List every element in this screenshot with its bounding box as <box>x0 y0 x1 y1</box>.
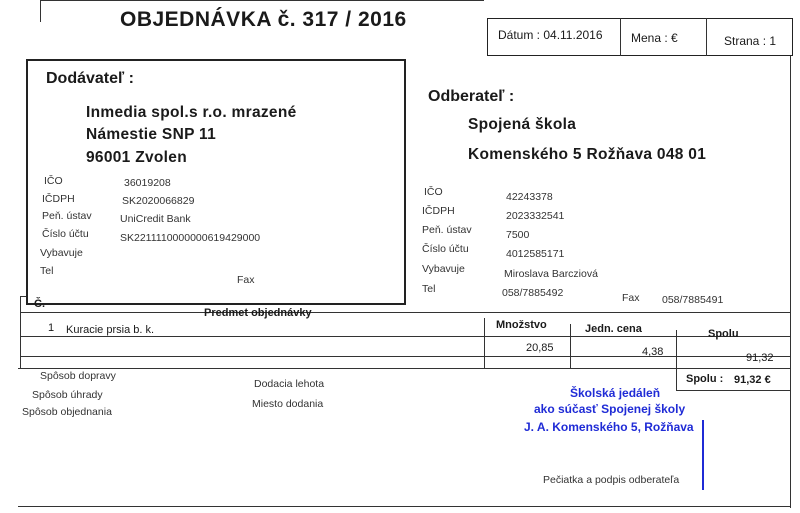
supplier-box <box>26 59 406 305</box>
order-page: Strana : 1 <box>724 34 777 48</box>
supplier-ico-label: IČO <box>44 175 63 187</box>
supplier-tel-label: Tel <box>40 265 54 277</box>
school-stamp-line1: Školská jedáleň <box>570 386 661 400</box>
signature-label: Pečiatka a podpis odberateľa <box>543 474 680 486</box>
customer-bank-value: 7500 <box>506 229 530 241</box>
col-item-header: Predmet objednávky <box>204 307 312 319</box>
supplier-handler-label: Vybavuje <box>40 247 83 259</box>
row-qty: 20,85 <box>526 342 554 354</box>
sum-value: 91,32 € <box>734 374 771 386</box>
supplier-name: Inmedia spol.s r.o. mrazené <box>86 104 297 121</box>
col-qty-header: Množstvo <box>496 319 547 331</box>
row-price: 4,38 <box>642 346 664 358</box>
supplier-city: 96001 Zvolen <box>86 149 187 166</box>
customer-ico-value: 42243378 <box>506 191 553 203</box>
document-title: OBJEDNÁVKA č. 317 / 2016 <box>120 8 407 31</box>
supplier-bank-value: UniCredit Bank <box>120 213 191 225</box>
customer-tel-label: Tel <box>422 283 436 295</box>
order-date: Dátum : 04.11.2016 <box>498 28 603 42</box>
supplier-ico-value: 36019208 <box>124 177 171 189</box>
customer-tel-value: 058/7885492 <box>502 287 564 299</box>
supplier-account-label: Číslo účtu <box>42 228 89 240</box>
row-item: Kuracie prsia b. k. <box>66 324 155 336</box>
customer-account-label: Číslo účtu <box>422 243 469 255</box>
delivery-deadline-label: Dodacia lehota <box>254 378 325 390</box>
supplier-fax-label: Fax <box>237 274 255 286</box>
supplier-bank-label: Peň. ústav <box>42 210 92 222</box>
row-total: 91,32 <box>746 352 774 364</box>
order-method-label: Spôsob objednania <box>22 406 112 418</box>
customer-ico-label: IČO <box>424 186 443 198</box>
customer-handler-value: Miroslava Barcziová <box>504 268 598 280</box>
customer-account-value: 4012585171 <box>506 248 565 260</box>
school-stamp-line3: J. A. Komenského 5, Rožňava <box>524 420 694 434</box>
customer-name: Spojená škola <box>468 116 577 133</box>
customer-fax-value: 058/7885491 <box>662 294 724 306</box>
customer-bank-label: Peň. ústav <box>422 224 472 236</box>
school-stamp-line2: ako súčasť Spojenej školy <box>534 402 686 416</box>
row-number: 1 <box>48 322 55 334</box>
customer-icdph-label: IČDPH <box>422 205 455 217</box>
col-price-header: Jedn. cena <box>585 323 642 335</box>
customer-handler-label: Vybavuje <box>422 263 465 275</box>
supplier-icdph-value: SK2020066829 <box>122 195 195 207</box>
customer-address: Komenského 5 Rožňava 048 01 <box>468 146 707 163</box>
signature-mark <box>702 420 704 490</box>
customer-fax-label: Fax <box>622 292 640 304</box>
supplier-heading: Dodávateľ : <box>46 70 134 87</box>
delivery-method-label: Spôsob dopravy <box>40 370 116 382</box>
supplier-account-value: SK2211110000000619429000 <box>120 232 261 244</box>
delivery-place-label: Miesto dodania <box>252 398 324 410</box>
supplier-street: Námestie SNP 11 <box>86 126 217 143</box>
sum-label: Spolu : <box>686 373 724 385</box>
col-total-header: Spolu <box>708 328 739 340</box>
customer-icdph-value: 2023332541 <box>506 210 565 222</box>
payment-method-label: Spôsob úhrady <box>32 389 103 401</box>
customer-heading: Odberateľ : <box>428 88 515 105</box>
supplier-icdph-label: IČDPH <box>42 193 75 205</box>
order-currency: Mena : € <box>631 31 678 45</box>
col-number-header: Č. <box>34 298 45 310</box>
